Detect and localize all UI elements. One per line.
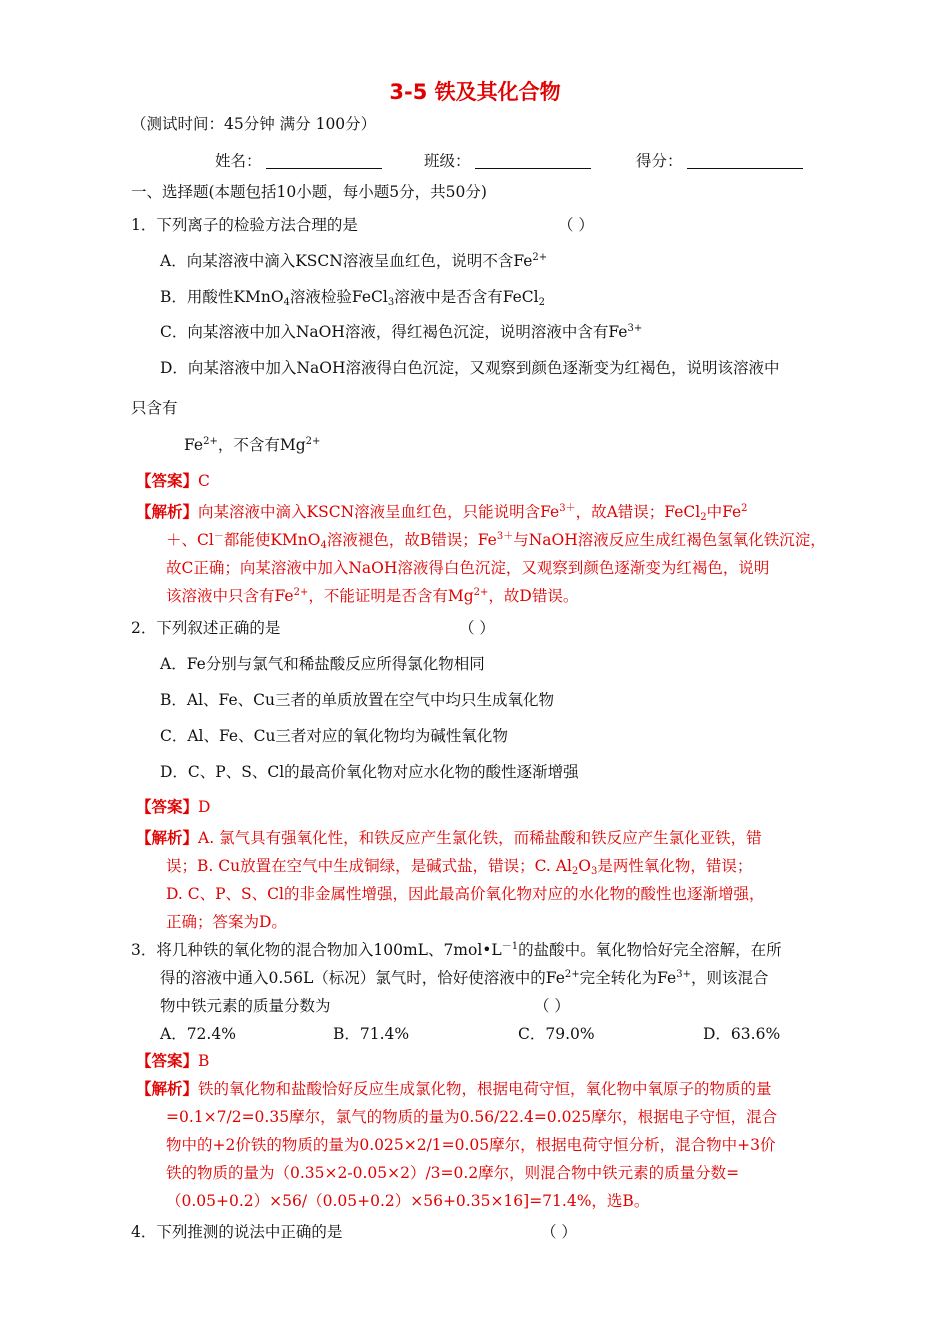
score-label: 得分： bbox=[636, 152, 683, 170]
q1-option-a: A．向某溶液中滴入KSCN溶液呈血红色，说明不含$Fe^{2+}$ bbox=[160, 252, 548, 270]
score-blank[interactable] bbox=[687, 152, 803, 169]
q3-answer: 【答案】B bbox=[136, 1051, 210, 1070]
q1-explanation-4: 该溶液中只含有$Fe^{2+}$，不能证明是否含有$Mg^{2+}$，故D错误。 bbox=[166, 587, 579, 605]
q1-explanation-3: 故C正确；向某溶液中加入NaOH溶液得白色沉淀，又观察到颜色逐渐变为红褐色，说明 bbox=[166, 559, 770, 577]
q2-option-d: D．C、P、S、Cl的最高价氧化物对应水化物的酸性逐渐增强 bbox=[160, 763, 579, 781]
q2-explanation-1: 【解析】A. 氯气具有强氧化性，和铁反应产生氯化铁，而稀盐酸和铁反应产生氯化亚铁，错 bbox=[136, 828, 762, 847]
q2-stem: 2．下列叙述正确的是 bbox=[131, 619, 281, 637]
q1-option-d-cont2: $Fe^{2+}$，不含有$Mg^{2+}$ bbox=[184, 436, 321, 454]
q2-explanation-2: 误；B. Cu放置在空气中生成铜绿，是碱式盐，错误；C. $Al_2O_3$是两性氧化物，错误； bbox=[166, 857, 753, 877]
q1-paren: （ ） bbox=[558, 216, 594, 234]
score-field[interactable] bbox=[636, 151, 803, 171]
q1-option-d-cont: 只含有 bbox=[131, 399, 178, 417]
q3-explanation-1: 【解析】铁的氧化物和盐酸恰好反应生成氯化物，根据电荷守恒，氧化物中氧原子的物质的量 bbox=[136, 1079, 772, 1098]
q2-option-a: A．Fe分别与氯气和稀盐酸反应所得氯化物相同 bbox=[160, 655, 485, 673]
q1-option-b: B．用酸性KMnO$_4$溶液检验FeCl$_3$溶液中是否含有FeCl$_2$ bbox=[160, 288, 545, 308]
q3-explanation-5: （0.05+0.2）×56/（0.05+0.2）×56+0.35×16]=71.4%，选B。 bbox=[166, 1192, 650, 1210]
q1-explanation-2: ＋、Cl－都能使KMnO$_4$溶液褪色，故B错误；$Fe^{3+}$与NaOH溶液反应生成红褐色氢氧化铁沉淀， bbox=[166, 531, 826, 551]
q3-option-d: D．63.6% bbox=[703, 1025, 781, 1043]
q3-stem-2: 得的溶液中通入0.56L（标况）氯气时，恰好使溶液中的$Fe^{2+}$完全转化为$Fe^{3+}$，则该混合 bbox=[160, 969, 769, 987]
name-label: 姓名： bbox=[215, 152, 262, 170]
q1-explanation-1: 【解析】向某溶液中滴入KSCN溶液呈血红色，只能说明含$Fe^{3+}$，故A错误；FeCl$_2$中Fe$^2$ bbox=[136, 502, 748, 523]
q4-stem: 4．下列推测的说法中正确的是 bbox=[131, 1223, 343, 1241]
class-field[interactable] bbox=[424, 151, 591, 171]
name-field[interactable] bbox=[215, 151, 382, 171]
q3-paren: （ ） bbox=[534, 997, 570, 1015]
q3-explanation-3: 物中的+2价铁的物质的量为0.025×2/1=0.05摩尔，根据电荷守恒分析，混合物中+3价 bbox=[166, 1136, 776, 1154]
q2-option-c: C．Al、Fe、Cu三者对应的氧化物均为碱性氧化物 bbox=[160, 727, 508, 745]
q1-answer: 【答案】C bbox=[136, 471, 210, 490]
q2-explanation-3: D. C、P、S、Cl的非金属性增强，因此最高价氧化物对应的水化物的酸性也逐渐增强， bbox=[166, 885, 765, 903]
q2-paren: （ ） bbox=[459, 619, 495, 637]
q3-option-a: A．72.4% bbox=[160, 1025, 236, 1043]
section-heading: 一、选择题(本题包括10小题，每小题5分，共50分) bbox=[131, 183, 487, 201]
q3-option-c: C．79.0% bbox=[518, 1025, 595, 1043]
class-blank[interactable] bbox=[475, 152, 591, 169]
q4-paren: （ ） bbox=[541, 1223, 577, 1241]
name-blank[interactable] bbox=[266, 152, 382, 169]
class-label: 班级： bbox=[424, 152, 471, 170]
q2-explanation-4: 正确；答案为D。 bbox=[166, 913, 287, 931]
q2-answer: 【答案】D bbox=[136, 797, 211, 816]
q3-explanation-4: 铁的物质的量为（0.35×2-0.05×2）/3=0.2摩尔，则混合物中铁元素的质量分数= bbox=[166, 1164, 740, 1182]
q3-stem-3: 物中铁元素的质量分数为 bbox=[160, 997, 331, 1015]
q1-option-c: C．向某溶液中加入NaOH溶液，得红褐色沉淀，说明溶液中含有$Fe^{3+}$ bbox=[160, 323, 643, 341]
q2-option-b: B．Al、Fe、Cu三者的单质放置在空气中均只生成氧化物 bbox=[160, 691, 554, 709]
q3-option-b: B．71.4% bbox=[333, 1025, 410, 1043]
q3-stem-1: 3．将几种铁的氧化物的混合物加入100mL、$7mol•L^{-1}$的盐酸中。氧化物恰好完全溶解，在所 bbox=[131, 941, 782, 959]
page-title: 3-5 铁及其化合物 bbox=[389, 80, 561, 104]
q3-explanation-2: =0.1×7/2=0.35摩尔，氯气的物质的量为0.56/22.4=0.025摩尔，根据电子守恒，混合 bbox=[166, 1108, 778, 1126]
test-info: （测试时间：45分钟 满分 100分） bbox=[131, 115, 377, 133]
q1-stem: 1．下列离子的检验方法合理的是 bbox=[131, 216, 358, 234]
q1-option-d: D．向某溶液中加入NaOH溶液得白色沉淀，又观察到颜色逐渐变为红褐色，说明该溶液中 bbox=[160, 359, 780, 377]
